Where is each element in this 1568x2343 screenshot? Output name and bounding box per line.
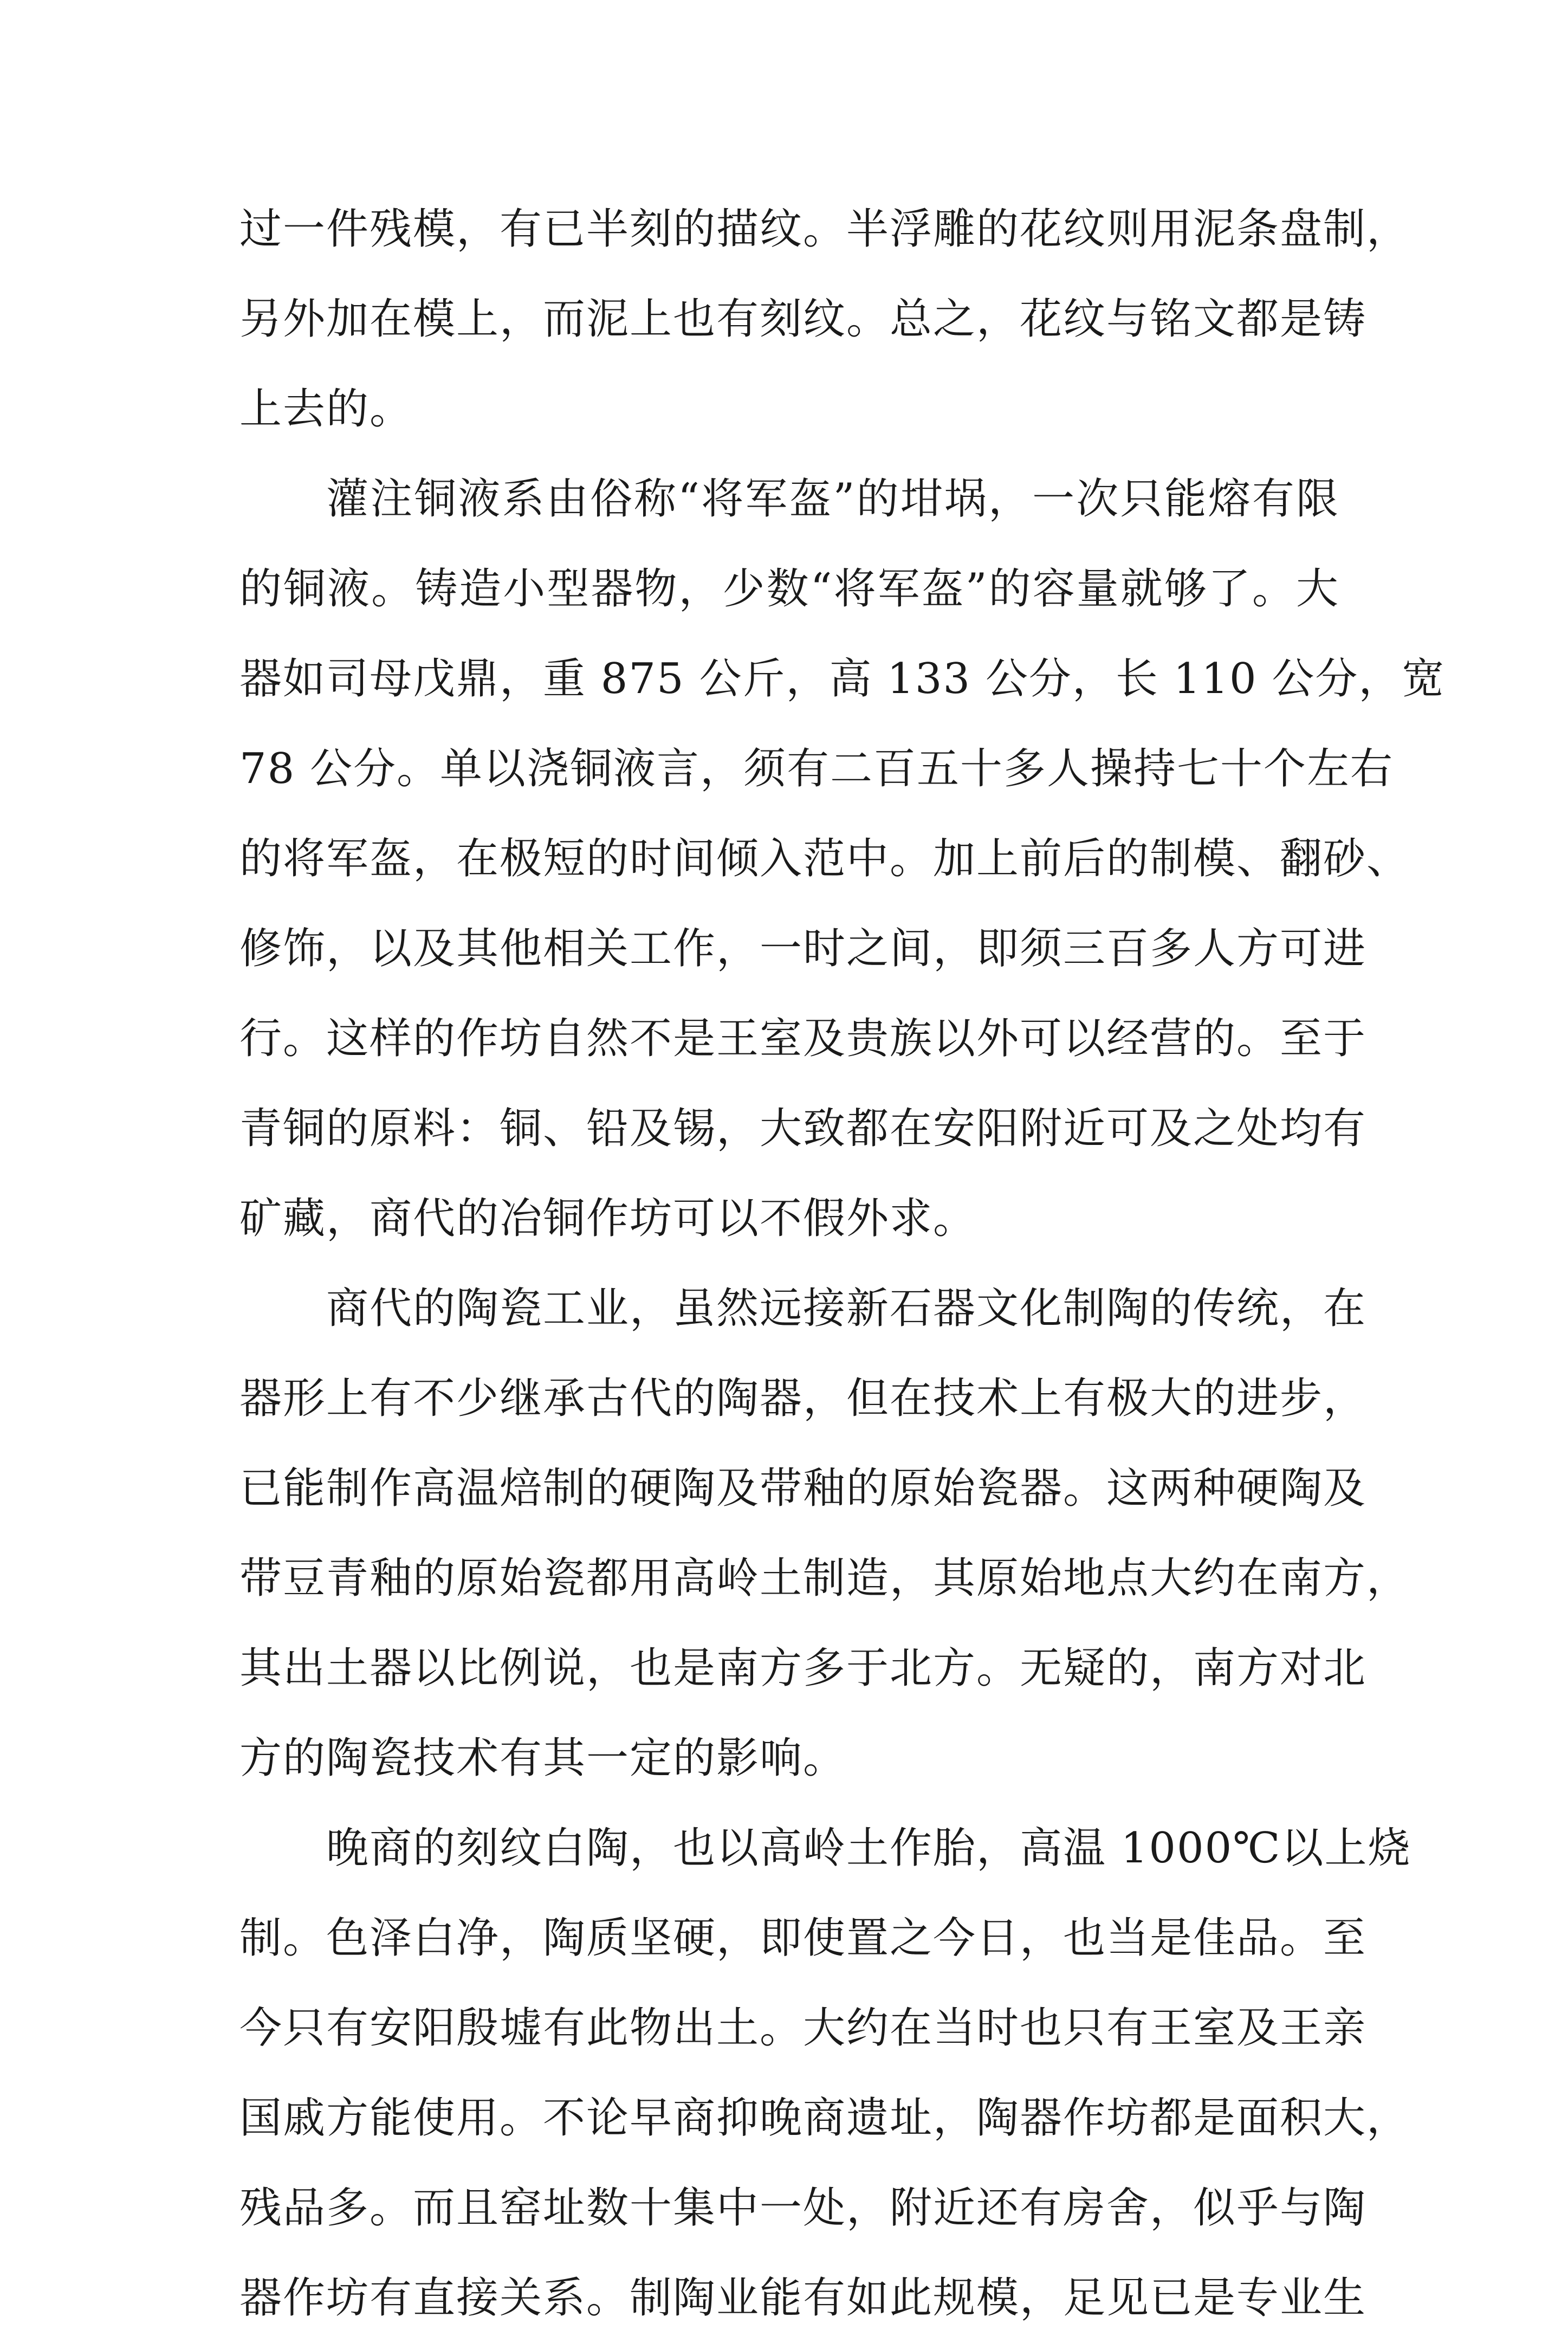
text-line: 78 公分。单以浇铜液言，须有二百五十多人操持七十个左右 xyxy=(239,745,1394,793)
text-line: 商代的陶瓷工业，虽然远接新石器文化制陶的传统，在 xyxy=(326,1284,1367,1333)
text-line: 行。这样的作坊自然不是王室及贵族以外可以经营的。至于 xyxy=(239,1014,1367,1063)
text-line: 修饰，以及其他相关工作，一时之间，即须三百多人方可进 xyxy=(239,924,1367,973)
text-line: 另外加在模上，而泥上也有刻纹。总之，花纹与铭文都是铸 xyxy=(239,295,1367,344)
body-text xyxy=(239,184,1446,2343)
text-line: 上去的。 xyxy=(239,385,413,433)
text-line: 今只有安阳殷墟有此物出土。大约在当时也只有王室及王亲 xyxy=(239,2004,1367,2053)
text-line: 其出土器以比例说，也是南方多于北方。无疑的，南方对北 xyxy=(239,1644,1367,1693)
text-line: 灌注铜液系由俗称“将军盔”的坩埚，一次只能熔有限 xyxy=(326,475,1339,523)
paragraph xyxy=(239,454,1446,1264)
text-line: 国戚方能使用。不论早商抑晚商遗址，陶器作坊都是面积大， xyxy=(239,2094,1410,2143)
text-line: 晚商的刻纹白陶，也以高岭土作胎，高温 1000℃以上烧 xyxy=(326,1824,1411,1873)
text-line: 方的陶瓷技术有其一定的影响。 xyxy=(239,1734,847,1783)
text-line: 青铜的原料：铜、铅及锡，大致都在安阳附近可及之处均有 xyxy=(239,1104,1367,1153)
text-line: 的铜液。铸造小型器物，少数“将军盔”的容量就够了。大 xyxy=(239,565,1339,613)
paragraph xyxy=(239,1264,1410,1803)
text-line: 的将军盔，在极短的时间倾入范中。加上前后的制模、翻砂、 xyxy=(239,834,1410,883)
text-line: 器形上有不少继承古代的陶器，但在技术上有极大的进步， xyxy=(239,1374,1367,1423)
text-line: 器如司母戊鼎，重 875 公斤，高 133 公分，长 110 公分，宽 xyxy=(239,655,1446,703)
text-line: 过一件残模，有已半刻的描纹。半浮雕的花纹则用泥条盘制， xyxy=(239,205,1410,254)
text-line: 已能制作高温焙制的硬陶及带釉的原始瓷器。这两种硬陶及 xyxy=(239,1464,1367,1513)
text-line: 带豆青釉的原始瓷都用高岭土制造，其原始地点大约在南方， xyxy=(239,1554,1410,1603)
text-line: 器作坊有直接关系。制陶业能有如此规模，足见已是专业生 xyxy=(239,2274,1367,2322)
paragraph xyxy=(239,184,1410,454)
text-line: 残品多。而且窑址数十集中一处，附近还有房舍，似乎与陶 xyxy=(239,2184,1367,2232)
paragraph xyxy=(239,1803,1411,2343)
text-line: 矿藏，商代的冶铜作坊可以不假外求。 xyxy=(239,1194,977,1243)
text-line: 制。色泽白净，陶质坚硬，即使置之今日，也当是佳品。至 xyxy=(239,1914,1367,1963)
